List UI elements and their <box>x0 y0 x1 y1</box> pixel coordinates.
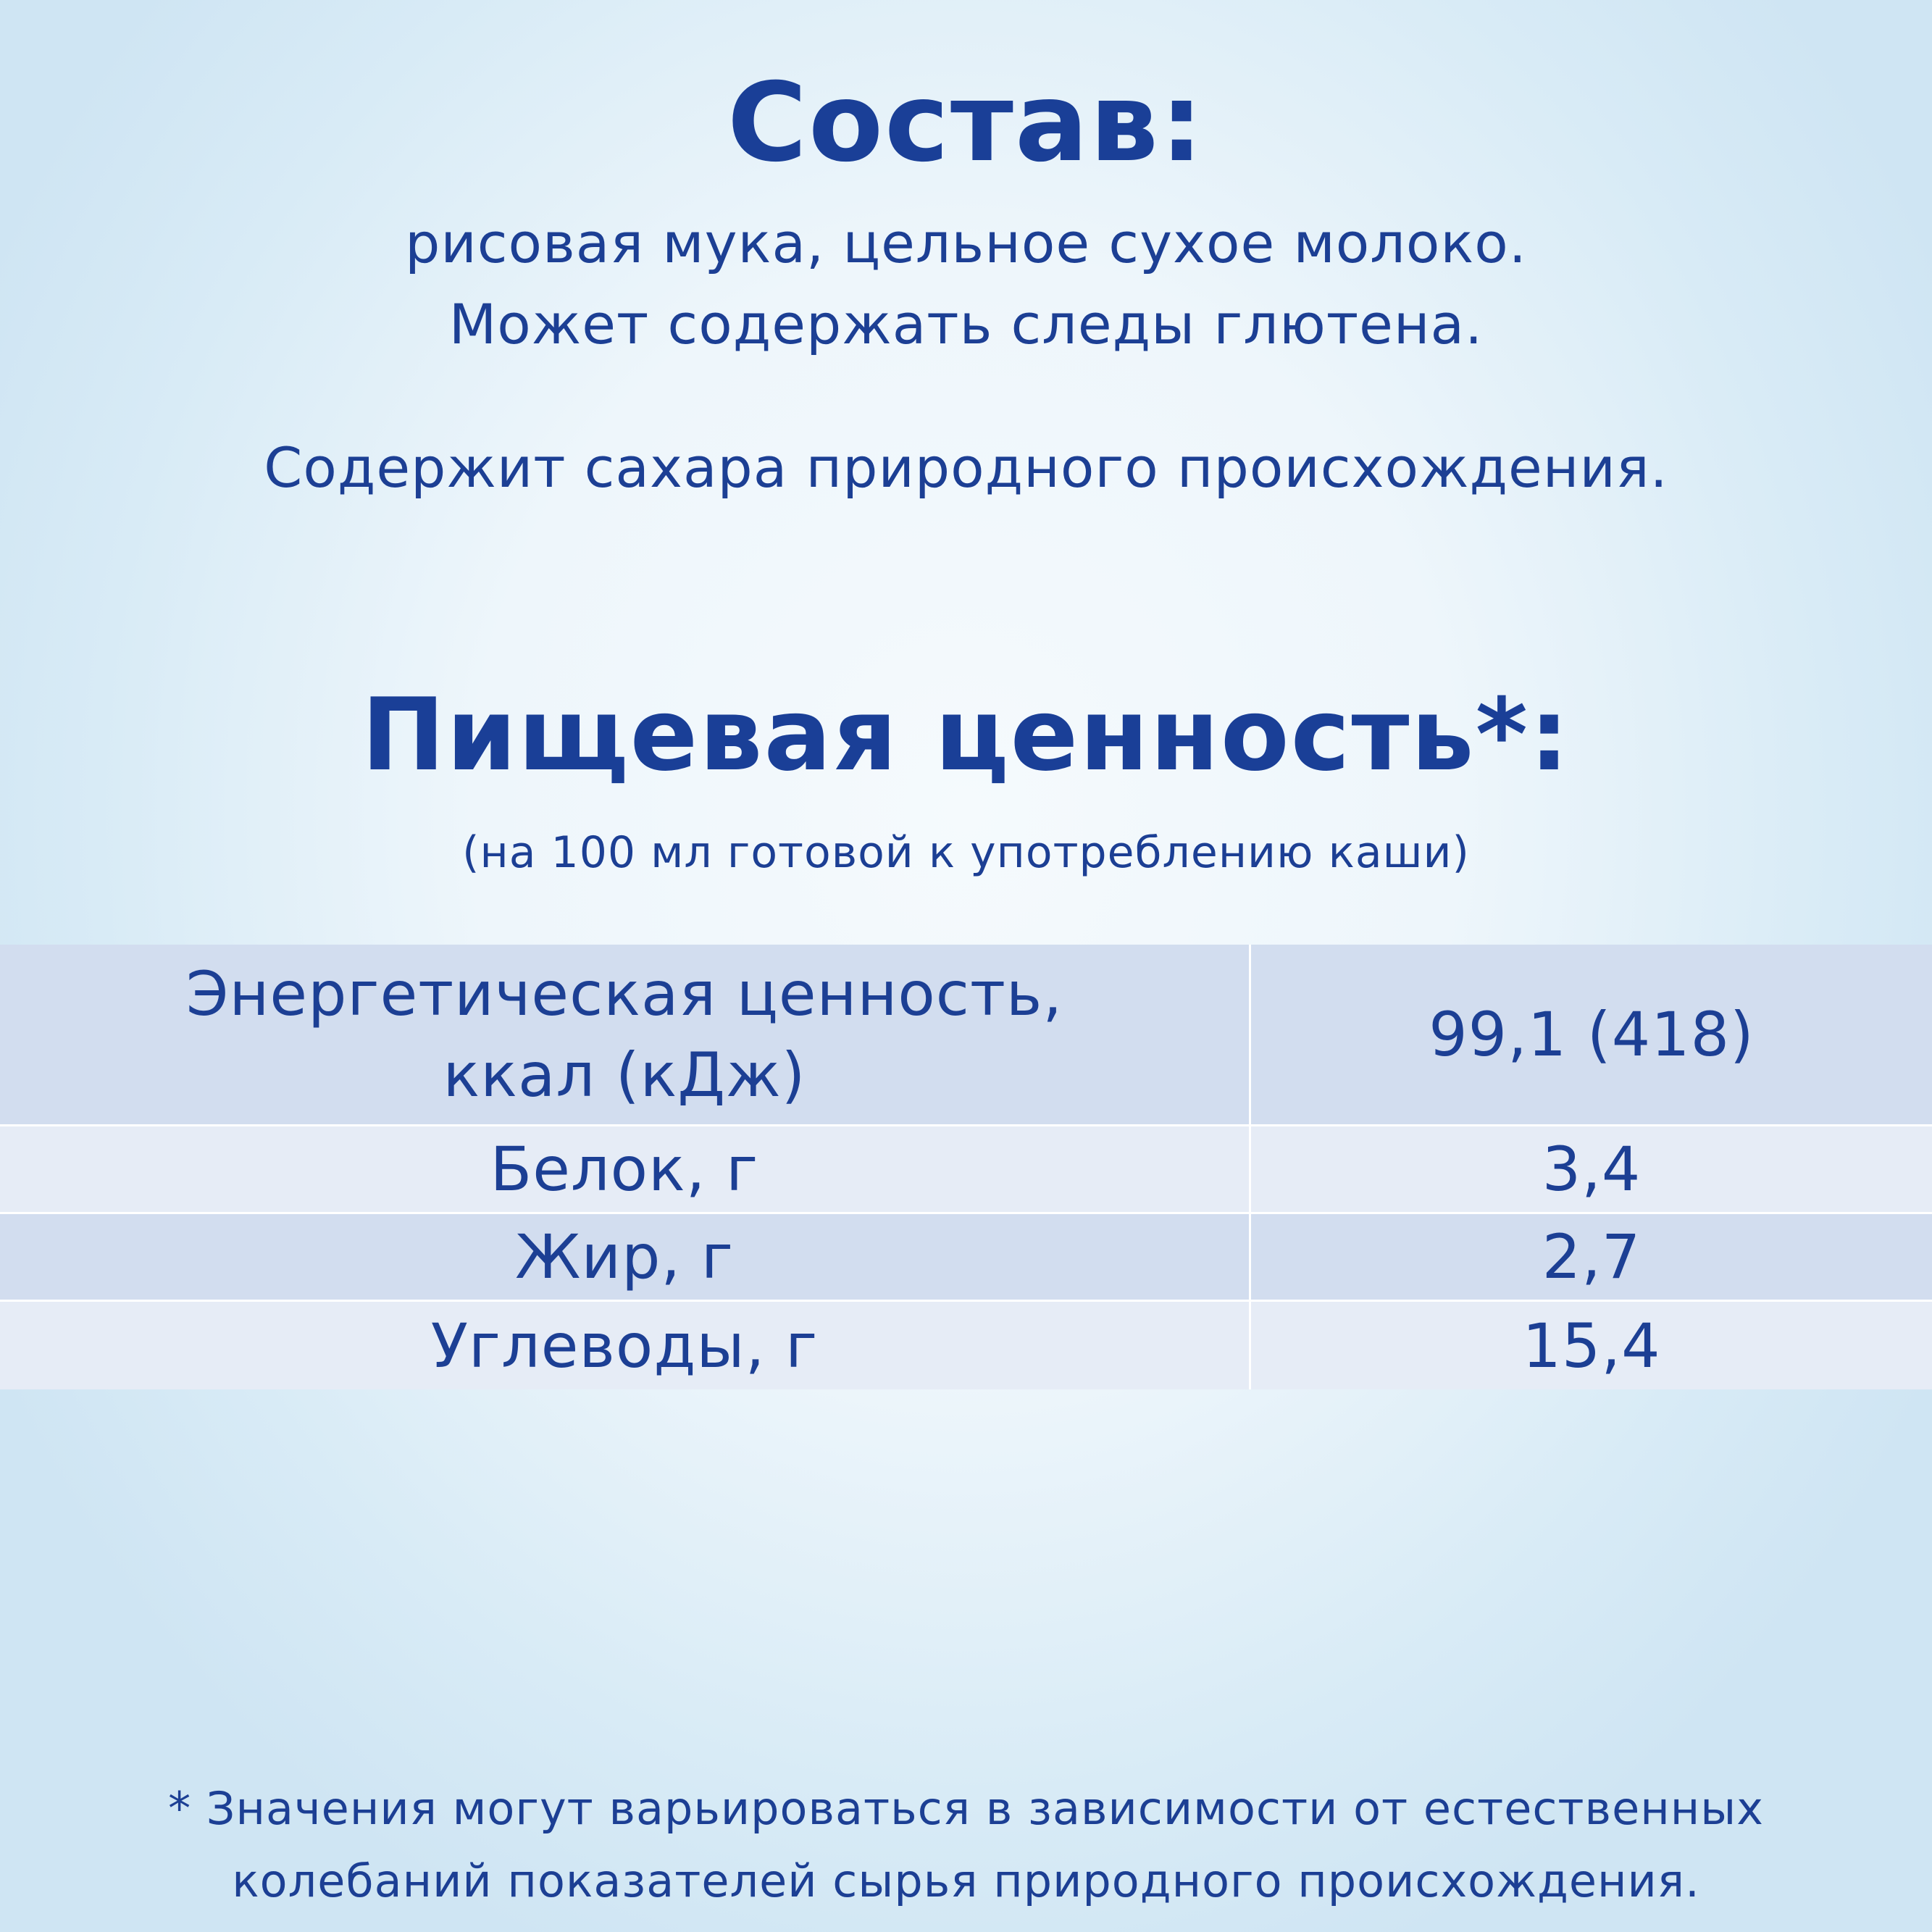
footnote-line: * Значения могут варьироваться в зависимости от естественных <box>168 1782 1764 1835</box>
nutrition-title: Пищевая ценность*: <box>361 677 1571 793</box>
footnote-line: колебаний показателей сырья природного происхождения. <box>232 1854 1700 1907</box>
composition-ingredients <box>0 203 1932 365</box>
table-row <box>0 945 1932 1126</box>
nutrient-value: 2,7 <box>1542 1221 1642 1292</box>
nutrient-name: Жир, г <box>0 1214 1251 1300</box>
table-row <box>0 1214 1932 1302</box>
nutrient-value: 3,4 <box>1542 1134 1642 1205</box>
nutrient-value: 99,1 (418) <box>1429 999 1755 1070</box>
nutrition-table <box>0 945 1932 1389</box>
nutrient-name-line: ккал (кДж) <box>443 1040 806 1111</box>
table-row <box>0 1126 1932 1214</box>
nutrient-name <box>0 945 1251 1124</box>
sugar-note: Содержит сахара природного происхождения. <box>264 435 1668 500</box>
ingredients-line: рисовая мука, цельное сухое молоко. <box>405 211 1527 275</box>
nutrient-name-line: Энергетическая ценность, <box>185 958 1063 1029</box>
table-row <box>0 1302 1932 1389</box>
nutrition-subtitle: (на 100 мл готовой к употреблению каши) <box>462 827 1470 878</box>
footnote <box>0 1773 1932 1918</box>
nutrient-value: 15,4 <box>1522 1310 1661 1381</box>
composition-title: Состав: <box>727 60 1205 186</box>
allergen-line: Может содержать следы глютена. <box>448 292 1484 356</box>
nutrient-name: Углеводы, г <box>0 1302 1251 1389</box>
nutrient-name: Белок, г <box>0 1126 1251 1212</box>
